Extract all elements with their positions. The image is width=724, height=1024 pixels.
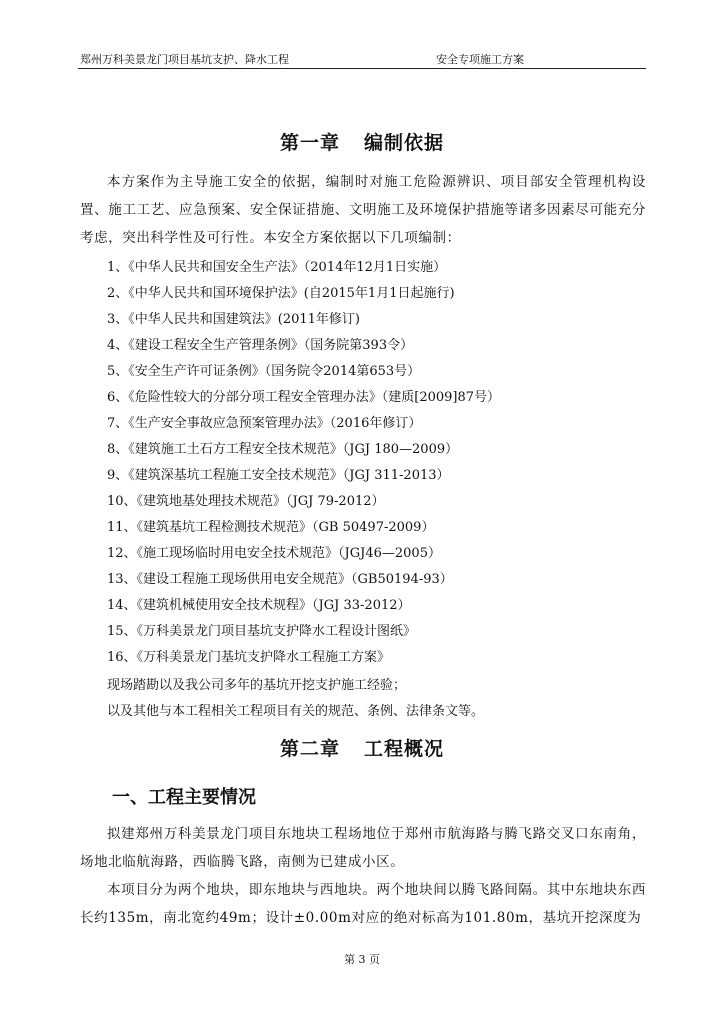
basis-item: 4、《建设工程安全生产管理条例》（国务院第393令） [107, 338, 414, 353]
basis-extra-experience: 现场踏勘以及我公司多年的基坑开挖支护施工经验； [107, 678, 407, 693]
chapter2-heading [0, 734, 724, 761]
section-heading: 一、工程主要情况 [112, 787, 256, 808]
chapter1-title: 编制依据 [364, 132, 445, 154]
chapter2-title: 工程概况 [364, 738, 445, 760]
basis-item: 9、《建筑深基坑工程施工安全技术规范》（JGJ 311-2013） [107, 468, 450, 483]
basis-item: 14、《建筑机械使用安全技术规程》（JGJ 33-2012） [107, 598, 411, 613]
basis-item: 6、《危险性较大的分部分项工程安全管理办法》（建质[2009]87号） [107, 390, 501, 405]
basis-item: 5、《安全生产许可证条例》（国务院令2014第653号） [107, 364, 421, 379]
plot-description: 本项目分为两个地块，即东地块与西地块。两个地块间以腾飞路间隔。其中东地块东西长约135m，南北宽约49m；设计±0.00m对应的绝对标高为101.80m，基坑开挖深度为 [80, 882, 646, 926]
basis-item: 10、《建筑地基处理技术规范》（JGJ 79-2012） [107, 494, 385, 509]
basis-item: 2、《中华人民共和国环境保护法》(自2015年1月1日起施行) [107, 286, 455, 301]
chapter2-number: 第二章 [279, 738, 340, 760]
basis-item: 12、《施工现场临时用电安全技术规范》（JGJ46—2005） [107, 546, 441, 561]
basis-item: 11、《建筑基坑工程检测技术规范》（GB 50497-2009） [107, 520, 435, 535]
page-number: 第 3 页 [344, 953, 380, 966]
chapter1-intro: 本方案作为主导施工安全的依据，编制时对施工危险源辨识、项目部安全管理机构设置、施工工艺、应急预案、安全保证措施、文明施工及环境保护措施等诸多因素尽可能充分考虑，突出科学性及可行性。本安全方案依据以下几项编制： [80, 174, 646, 246]
basis-item: 1、《中华人民共和国安全生产法》（2014年12月1日实施） [107, 260, 447, 275]
chapter1-number: 第一章 [279, 132, 340, 154]
basis-item: 16、《万科美景龙门基坑支护降水工程施工方案》 [107, 650, 391, 665]
basis-item: 13、《建设工程施工现场供用电安全规范》（GB50194-93） [107, 572, 453, 587]
basis-item: 8、《建筑施工土石方工程安全技术规范》（JGJ 180—2009） [107, 442, 459, 457]
page-header [78, 49, 646, 69]
header-project-name: 郑州万科美景龙门项目基坑支护、降水工程 [80, 53, 289, 66]
basis-item: 3、《中华人民共和国建筑法》(2011年修订) [107, 312, 360, 327]
site-description: 拟建郑州万科美景龙门项目东地块工程场地位于郑州市航海路与腾飞路交叉口东南角，场地北临航海路，西临腾飞路，南侧为已建成小区。 [80, 826, 646, 870]
chapter1-heading [0, 128, 724, 155]
basis-item: 15、《万科美景龙门项目基坑支护降水工程设计图纸》 [107, 624, 417, 639]
basis-extra-regulations: 以及其他与本工程相关工程项目有关的规范、条例、法律条文等。 [107, 704, 485, 719]
header-doc-title: 安全专项施工方案 [436, 53, 524, 66]
basis-item: 7、《生产安全事故应急预案管理办法》（2016年修订） [107, 416, 422, 431]
